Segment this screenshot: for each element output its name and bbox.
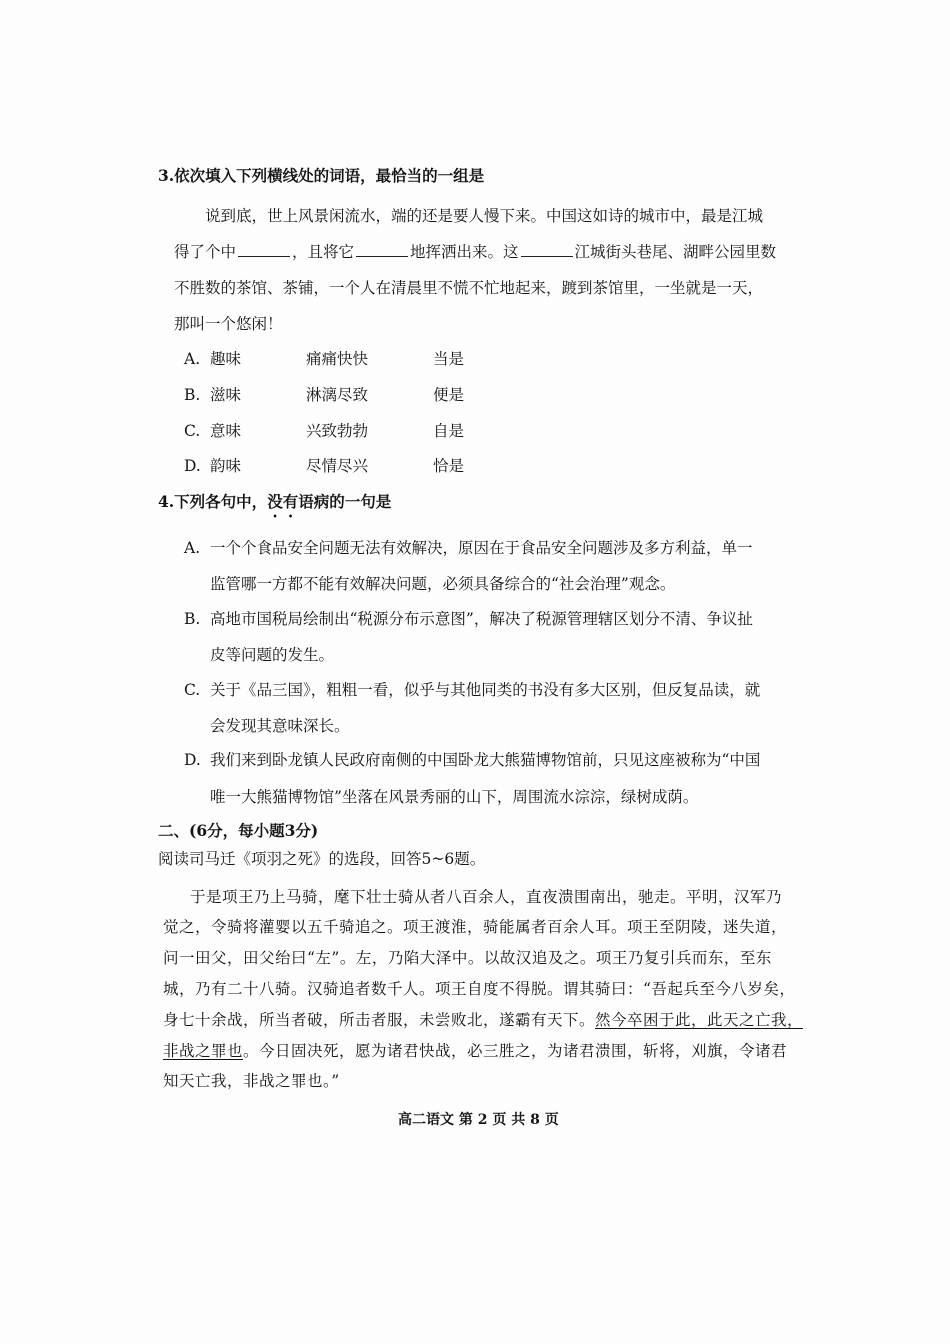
q4-option-c-line-2: 会发现其意味深长。 bbox=[210, 717, 350, 735]
q3-passage-text: 得了个中 bbox=[174, 243, 237, 261]
question-4-title bbox=[158, 492, 391, 521]
q3-option-b-label: B. bbox=[184, 386, 201, 404]
q3-option-c-word-1: 意味 bbox=[210, 422, 242, 440]
q3-option-c-word-3: 自是 bbox=[433, 422, 465, 440]
q3-option-c-word-2: 兴致勃勃 bbox=[306, 422, 369, 440]
q4-option-a-line-1: 一个个食品安全问题无法有效解决，原因在于食品安全问题涉及多方利益，单一 bbox=[210, 539, 753, 557]
q3-passage-line-1: 说到底，世上风景闲流水，端的还是要人慢下来。中国这如诗的城市中，最是江城 bbox=[205, 207, 764, 225]
q3-option-b-word-1: 滋味 bbox=[210, 386, 242, 404]
classical-passage-line-5 bbox=[163, 1010, 803, 1030]
q3-option-c-label: C. bbox=[184, 422, 201, 440]
question-3-title: 3.依次填入下列横线处的词语，最恰当的一组是 bbox=[158, 166, 485, 185]
q4-title-text: 4.下列各句中， bbox=[158, 492, 268, 511]
classical-passage-line-1: 于是项王乃上马骑，麾下壮士骑从者八百余人，直夜溃围南出，驰走。平明，汉军乃 bbox=[190, 888, 783, 906]
q3-passage-line-2 bbox=[174, 242, 776, 262]
section-2-heading: 二、(6分，每小题3分) bbox=[158, 821, 319, 840]
passage-text: 身七十余战，所当者破，所击者服，未尝败北，遂霸有天下。 bbox=[163, 1011, 596, 1029]
q4-option-c-label: C. bbox=[184, 681, 201, 699]
q4-option-b-label: B. bbox=[184, 610, 201, 628]
q4-option-a-line-2: 监管哪一方都不能有效解决问题，必须具备综合的“社会治理”观念。 bbox=[210, 575, 676, 593]
q3-option-a-word-1: 趣味 bbox=[210, 350, 242, 368]
section-2-intro: 阅读司马迁《项羽之死》的选段，回答5~6题。 bbox=[158, 850, 486, 868]
page-footer: 高二语文 第 2 页 共 8 页 bbox=[398, 1112, 559, 1128]
q3-option-d-label: D. bbox=[184, 457, 201, 475]
q3-option-a-word-2: 痛痛快快 bbox=[306, 350, 369, 368]
classical-passage-line-6 bbox=[163, 1041, 787, 1061]
q4-option-a-label: A. bbox=[184, 539, 201, 557]
q3-option-b-word-3: 便是 bbox=[433, 386, 465, 404]
classical-passage-line-3: 问一田父，田父绐曰“左”。左，乃陷大泽中。以故汉追及之。项王乃复引兵而东，至东 bbox=[163, 949, 772, 967]
q4-option-d-label: D. bbox=[184, 751, 201, 769]
q4-title-text: 语病的一句是 bbox=[298, 492, 392, 511]
classical-passage-line-4: 城，乃有二十八骑。汉骑追者数千人。项王自度不得脱。谓其骑曰：“吾起兵至今八岁矣， bbox=[163, 980, 796, 998]
classical-passage-line-2: 觉之，令骑将灌婴以五千骑追之。项王渡淮，骑能属者百余人耳。项王至阴陵，迷失道， bbox=[163, 918, 788, 936]
underlined-sentence: 然今卒困于此，此天之亡我， bbox=[595, 1011, 804, 1029]
fill-blank-2 bbox=[356, 242, 408, 257]
q4-option-c-line-1: 关于《品三国》，粗粗一看，似乎与其他同类的书没有多大区别，但反复品读，就 bbox=[210, 681, 761, 699]
passage-text: 。今日固决死，愿为诸君快战，必三胜之，为诸君溃围，斩将，刈旗，令诸君 bbox=[243, 1042, 788, 1060]
q4-option-d-line-1: 我们来到卧龙镇人民政府南侧的中国卧龙大熊猫博物馆前，只见这座被称为“中国 bbox=[210, 751, 761, 769]
q3-passage-line-4: 那叫一个悠闲！ bbox=[174, 315, 283, 333]
q3-passage-text: ，且将它 bbox=[292, 243, 355, 261]
q4-option-b-line-2: 皮等问题的发生。 bbox=[210, 646, 335, 664]
q3-option-d-word-2: 尽情尽兴 bbox=[306, 457, 369, 475]
q3-option-d-word-3: 恰是 bbox=[433, 457, 465, 475]
q4-title-emphasis: 没有 bbox=[267, 492, 299, 511]
q3-passage-text: 地挥洒出来。这 bbox=[410, 243, 519, 261]
fill-blank-3 bbox=[521, 242, 573, 257]
q4-option-d-line-2: 唯一大熊猫博物馆”坐落在风景秀丽的山下，周围流水淙淙，绿树成荫。 bbox=[210, 788, 699, 806]
q4-option-b-line-1: 高地市国税局绘制出“税源分布示意图”，解决了税源管理辖区划分不清、争议扯 bbox=[210, 610, 753, 628]
q3-passage-text: 江城街头巷尾、湖畔公园里数 bbox=[574, 243, 777, 261]
q3-option-a-label: A. bbox=[184, 350, 201, 368]
q3-option-a-word-3: 当是 bbox=[433, 350, 465, 368]
classical-passage-line-7: 知天亡我，非战之罪也。” bbox=[163, 1072, 340, 1090]
fill-blank-1 bbox=[238, 242, 290, 257]
q3-passage-line-3: 不胜数的茶馆、茶铺，一个人在清晨里不慌不忙地起来，踱到茶馆里，一坐就是一天， bbox=[174, 279, 764, 297]
q3-option-b-word-2: 淋漓尽致 bbox=[306, 386, 369, 404]
underlined-sentence: 非战之罪也 bbox=[163, 1042, 244, 1060]
q3-option-d-word-1: 韵味 bbox=[210, 457, 242, 475]
